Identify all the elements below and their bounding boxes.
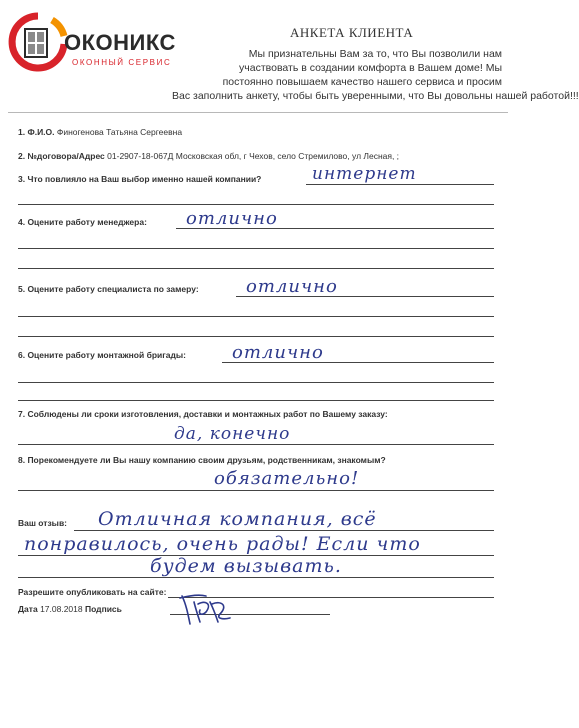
answer-5-line-3: [18, 336, 494, 337]
logo-subtitle: ОКОННЫЙ СЕРВИС: [72, 58, 172, 67]
contract-value: 01-2907-18-067Д Московская обл, г Чехов, село Стремилово, ул Лесная, ;: [107, 151, 400, 161]
answer-7-line: [18, 444, 494, 445]
answer-4-line: [176, 228, 494, 229]
fio-value: Финогенова Татьяна Сергеевна: [56, 127, 183, 137]
review-label: Ваш отзыв:: [18, 518, 67, 528]
answer-8[interactable]: обязательно!: [214, 468, 360, 489]
answer-5[interactable]: отлично: [246, 276, 338, 297]
review-line[interactable]: понравилось, очень рады! Если что: [24, 533, 421, 555]
date-label: Дата: [18, 604, 38, 614]
intro-line: Вас заполнить анкету, чтобы быть уверенными, что Вы довольны нашей работой!!!: [172, 90, 579, 102]
publish-label: Разрешите опубликовать на сайте:: [18, 587, 167, 597]
answer-5-line-2: [18, 316, 494, 317]
answer-4[interactable]: отлично: [186, 208, 278, 229]
company-logo: [8, 14, 198, 72]
question-5: 5. Оцените работу специалиста по замеру:: [18, 284, 199, 294]
header-divider: [8, 112, 508, 113]
contract-label: 2. №договора/Адрес: [18, 151, 105, 161]
question-3: 3. Что повлияло на Ваш выбор именно нашей компании?: [18, 174, 262, 184]
review-underline-3: [18, 577, 494, 578]
intro-line: постоянно повышаем качество нашего сервиса и просим: [222, 76, 502, 88]
contract-row: [18, 151, 399, 161]
answer-7[interactable]: да, конечно: [174, 424, 291, 444]
intro-line: Мы признательны Вам за то, что Вы позволили нам: [248, 48, 502, 60]
question-8: 8. Порекомендуете ли Вы нашу компанию своим друзьям, родственникам, знакомым?: [18, 455, 386, 465]
answer-6-line-3: [18, 400, 494, 401]
intro-text: [172, 47, 579, 103]
answer-3-line: [306, 184, 494, 185]
fio-row: [18, 127, 182, 137]
review-line[interactable]: Отличная компания, всё: [98, 508, 377, 530]
answer-6-line: [222, 362, 494, 363]
answer-4-line-3: [18, 268, 494, 269]
handwritten-signature[interactable]: [176, 592, 236, 628]
form-title: АНКЕТА КЛИЕНТА: [290, 25, 414, 40]
window-logo-icon: [8, 14, 66, 72]
question-6: 6. Оцените работу монтажной бригады:: [18, 350, 186, 360]
review-underline: [74, 530, 494, 531]
signature-label: Подпись: [84, 604, 122, 614]
date-row: [18, 604, 122, 614]
question-7: 7. Соблюдены ли сроки изготовления, доставки и монтажных работ по Вашему заказу:: [18, 409, 388, 419]
intro-line: участвовать в создании комфорта в Вашем доме! Мы: [239, 62, 502, 74]
answer-4-line-2: [18, 248, 494, 249]
answer-5-line: [236, 296, 494, 297]
answer-6-line-2: [18, 382, 494, 383]
answer-6[interactable]: отлично: [232, 342, 324, 363]
review-line[interactable]: будем вызывать.: [150, 555, 342, 577]
fio-label: 1. Ф.И.О.: [18, 127, 55, 137]
answer-3-line-2: [18, 204, 494, 205]
answer-3[interactable]: интернет: [312, 164, 417, 184]
question-4: 4. Оцените работу менеджера:: [18, 217, 147, 227]
date-value: 17.08.2018: [40, 604, 83, 614]
logo-name: ОКОНИКС: [64, 30, 176, 55]
answer-8-line: [18, 490, 494, 491]
